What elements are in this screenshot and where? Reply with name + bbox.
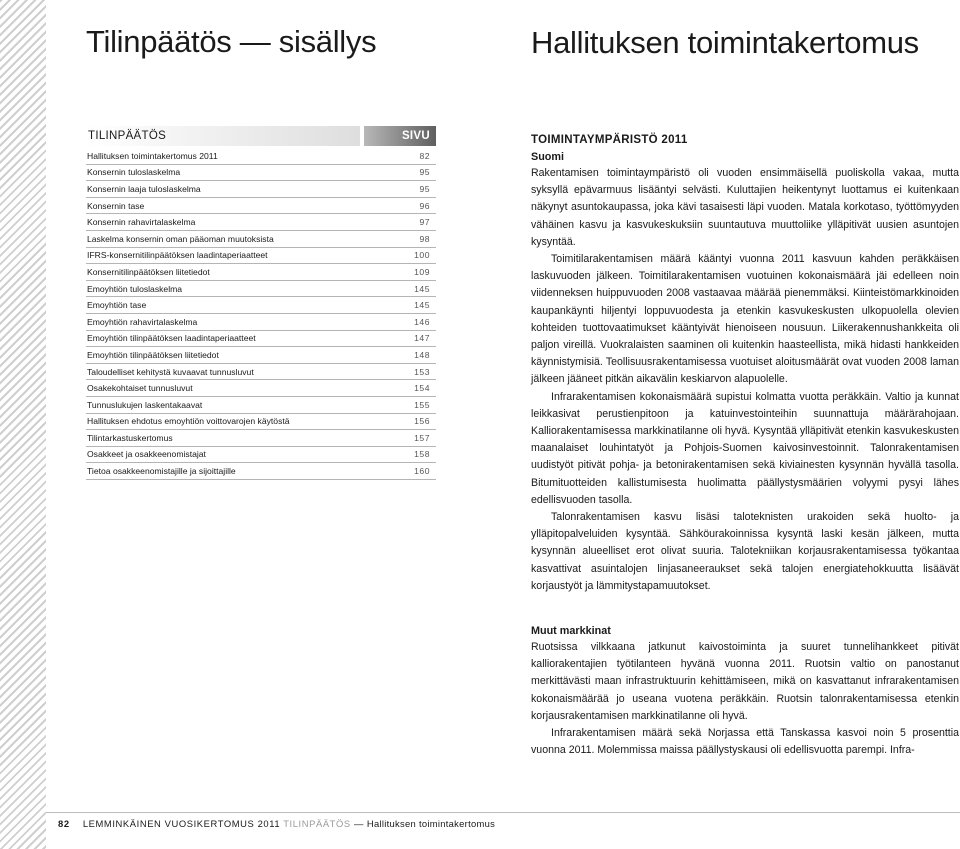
- toc-entry-page: 95: [419, 167, 430, 178]
- toc-header: [86, 126, 436, 146]
- toc-entry-page: 157: [414, 432, 430, 443]
- toc-entry-page: 145: [414, 300, 430, 311]
- toc-entry-label: Osakekohtaiset tunnusluvut: [87, 383, 193, 394]
- toc-page-title: Tilinpäätös — sisällys: [86, 24, 377, 59]
- paragraph: Infrarakentamisen määrä sekä Norjassa että Tanskassa kasvoi noin 5 prosenttia vuonna 2011. Molemmissa maissa päällystyskausi oli edellisvuotta parempi. Infra-: [531, 727, 959, 757]
- toc-entry-label: Tilintarkastuskertomus: [87, 432, 173, 443]
- toc-header-section: TILINPÄÄTÖS: [86, 126, 360, 146]
- toc-row[interactable]: [86, 364, 436, 381]
- toc-entry-label: Tunnuslukujen laskentakaavat: [87, 399, 203, 410]
- toc-entry-label: Emoyhtiön tase: [87, 300, 147, 311]
- toc-entry-page: 95: [419, 183, 430, 194]
- toc-entry-page: 82: [419, 150, 430, 161]
- toc-entry-label: Konsernin tuloslaskelma: [87, 167, 181, 178]
- toc-row[interactable]: [86, 264, 436, 281]
- toc-row[interactable]: [86, 231, 436, 248]
- section-title: TOIMINTAYMPÄRISTÖ 2011: [531, 134, 688, 146]
- toc-entry-page: 109: [414, 266, 430, 277]
- toc-row[interactable]: [86, 198, 436, 215]
- toc-row[interactable]: [86, 463, 436, 480]
- toc-row[interactable]: [86, 314, 436, 331]
- toc-list: [86, 148, 436, 480]
- toc-entry-label: Emoyhtiön tuloslaskelma: [87, 283, 183, 294]
- toc-entry-label: Hallituksen ehdotus emoyhtiön voittovarojen käytöstä: [87, 416, 290, 427]
- toc-entry-label: Hallituksen toimintakertomus 2011: [87, 150, 218, 161]
- toc-entry-label: Osakkeet ja osakkeenomistajat: [87, 449, 206, 460]
- footer-page-number: 82: [58, 818, 70, 829]
- chapter-title: Hallituksen toimintakertomus: [531, 25, 919, 60]
- toc-entry-page: 155: [414, 399, 430, 410]
- toc-entry-label: IFRS-konsernitilinpäätöksen laadintaperiaatteet: [87, 250, 268, 261]
- toc-entry-page: 154: [414, 383, 430, 394]
- toc-entry-page: 148: [414, 349, 430, 360]
- report-body: [531, 132, 959, 760]
- toc-entry-page: 98: [419, 233, 430, 244]
- toc-row[interactable]: [86, 331, 436, 348]
- toc-entry-page: 158: [414, 449, 430, 460]
- subsection-title-suomi: Suomi: [531, 151, 564, 163]
- toc-entry-label: Tietoa osakkeenomistajille ja sijoittajille: [87, 466, 236, 477]
- toc-entry-label: Laskelma konsernin oman pääoman muutoksista: [87, 233, 274, 244]
- toc-header-page: SIVU: [364, 126, 436, 146]
- paragraph: Rakentamisen toimintaympäristö oli vuoden ensimmäisellä puoliskolla vakaa, mutta syksyllä epävarmuus lisääntyi selvästi. Kuluttajien heikentynyt luottamus ei kuitenkaan näkynyt asuntokaupassa, joka kävi tasaisesti läpi vuoden. Matala korkotaso, työttömyyden vähäinen kasvu ja kasvukeskuksiin suuntautuva muuttoliike ylläpitivät uusien asuntojen kysyntää.: [531, 167, 959, 248]
- toc-entry-page: 96: [419, 200, 430, 211]
- paragraph: Infrarakentamisen kokonaismäärä supistui kolmatta vuotta peräkkäin. Valtio ja kunnat leikkasivat perustienpitoon ja katuinvestointeihin suunnattuja määrärahojaan. Kalliorakentamisessa markkinatilanne oli hyvä. Kysyntää ylläpitivät etenkin kasvukeskusten maanalaiset louhintatyöt ja Pohjois-Suomen kaivosinvestoinnit. Talonrakentamisen uudistyöt pitivät pohja- ja betonirakentamisen sekä kiviainesten kysynnän hyvällä tasolla. Bitumituotteiden kallistumisesta huolimatta päällystysmäärien volyymi pysyi lähes edellisvuoden tasolla.: [531, 390, 959, 506]
- toc-row[interactable]: [86, 165, 436, 182]
- footer-subsection: Hallituksen toimintakertomus: [366, 818, 496, 829]
- toc-entry-page: 145: [414, 283, 430, 294]
- toc-entry-page: 100: [414, 250, 430, 261]
- toc-entry-label: Emoyhtiön tilinpäätöksen laadintaperiaatteet: [87, 333, 256, 344]
- toc-row[interactable]: [86, 447, 436, 464]
- paragraph: Toimitilarakentamisen määrä kääntyi vuonna 2011 kasvuun kahden peräkkäisen laskuvuoden jälkeen. Toimitilarakentamisen vuotuinen kokonaismäärä jäi edelleen noin viidenneksen huippuvuoden 2008 vastaavaa määrää pienemmäksi. Kiinteistömarkkinoiden kaupankäynti hiljentyi loppuvuodesta ja etenkin kasvukeskusten ulkopuolella olevien kohteiden tuottovaatimukset kääntyivät hienoiseen nousuun. Liikerakennushankkeita oli paljon vireillä. Vuokralaisten saaminen oli kuitenkin haasteellista, mikä hidasti hankkeiden käynnistymisiä. Teollisuusrakentamisessa vuotuiset aloitusmäärät ovat vuoden 2008 laman jälkeen jääneet pitkän aikavälin keskiarvon alapuolelle.: [531, 253, 959, 386]
- toc-entry-label: Konsernin laaja tuloslaskelma: [87, 183, 201, 194]
- toc-row[interactable]: [86, 181, 436, 198]
- toc-entry-page: 146: [414, 316, 430, 327]
- page-footer: [0, 812, 960, 836]
- toc-row[interactable]: [86, 380, 436, 397]
- hatched-margin-strip: [0, 0, 46, 849]
- toc-row[interactable]: [86, 148, 436, 165]
- subsection-title-muut: Muut markkinat: [531, 625, 611, 638]
- toc-entry-page: 160: [414, 466, 430, 477]
- toc-entry-label: Konsernin tase: [87, 200, 145, 211]
- toc-row[interactable]: [86, 397, 436, 414]
- toc-row[interactable]: [86, 281, 436, 298]
- toc-row[interactable]: [86, 414, 436, 431]
- toc-entry-label: Konsernin rahavirtalaskelma: [87, 217, 196, 228]
- toc-entry-label: Taloudelliset kehitystä kuvaavat tunnusluvut: [87, 366, 254, 377]
- toc-row[interactable]: [86, 430, 436, 447]
- toc-row[interactable]: [86, 297, 436, 314]
- paragraph: Talonrakentamisen kasvu lisäsi taloteknisten urakoiden sekä huolto- ja ylläpitopalveluiden kysyntää. Sähköurakoinnissa kysyntä laski kesän jälkeen, mutta kysynnän alueelliset erot olivat suuria. Talotekniikan korjausrakentamisessa työkantaa kasvattivat asuintalojen linjasaneeraukset sekä talojen energiatehokkuutta lisäävät korjaustyöt ja lämmitystapamuutokset.: [531, 511, 959, 592]
- toc-row[interactable]: [86, 347, 436, 364]
- toc-row[interactable]: [86, 214, 436, 231]
- paragraph: Ruotsissa vilkkaana jatkunut kaivostoiminta ja suuret tunnelihankkeet pitivät kalliorakentajien työtilanteen hyvänä vuonna 2011. Ruotsin valtio on panostanut merkittävästi maan infrastruktuurin kehittämiseen, mikä on kasvattanut infrarakentamisen kokonaismäärää jo useana vuotena peräkkäin. Ruotsin talonrakentamisessa etenkin korjausrakentamisen markkinatilanne oli hyvä.: [531, 641, 959, 722]
- footer-text: [58, 818, 495, 829]
- footer-rule: [46, 812, 960, 813]
- toc-entry-page: 97: [419, 217, 430, 228]
- toc-entry-page: 156: [414, 416, 430, 427]
- toc-entry-page: 153: [414, 366, 430, 377]
- toc-row[interactable]: [86, 248, 436, 265]
- toc-entry-label: Emoyhtiön rahavirtalaskelma: [87, 316, 198, 327]
- toc-entry-label: Emoyhtiön tilinpäätöksen liitetiedot: [87, 349, 219, 360]
- table-of-contents: [86, 126, 436, 480]
- toc-entry-page: 147: [414, 333, 430, 344]
- footer-dash: —: [353, 818, 364, 829]
- toc-entry-label: Konsernitilinpäätöksen liitetiedot: [87, 266, 210, 277]
- footer-publication: LEMMINKÄINEN VUOSIKERTOMUS 2011: [82, 818, 281, 829]
- footer-section: TILINPÄÄTÖS: [283, 818, 351, 829]
